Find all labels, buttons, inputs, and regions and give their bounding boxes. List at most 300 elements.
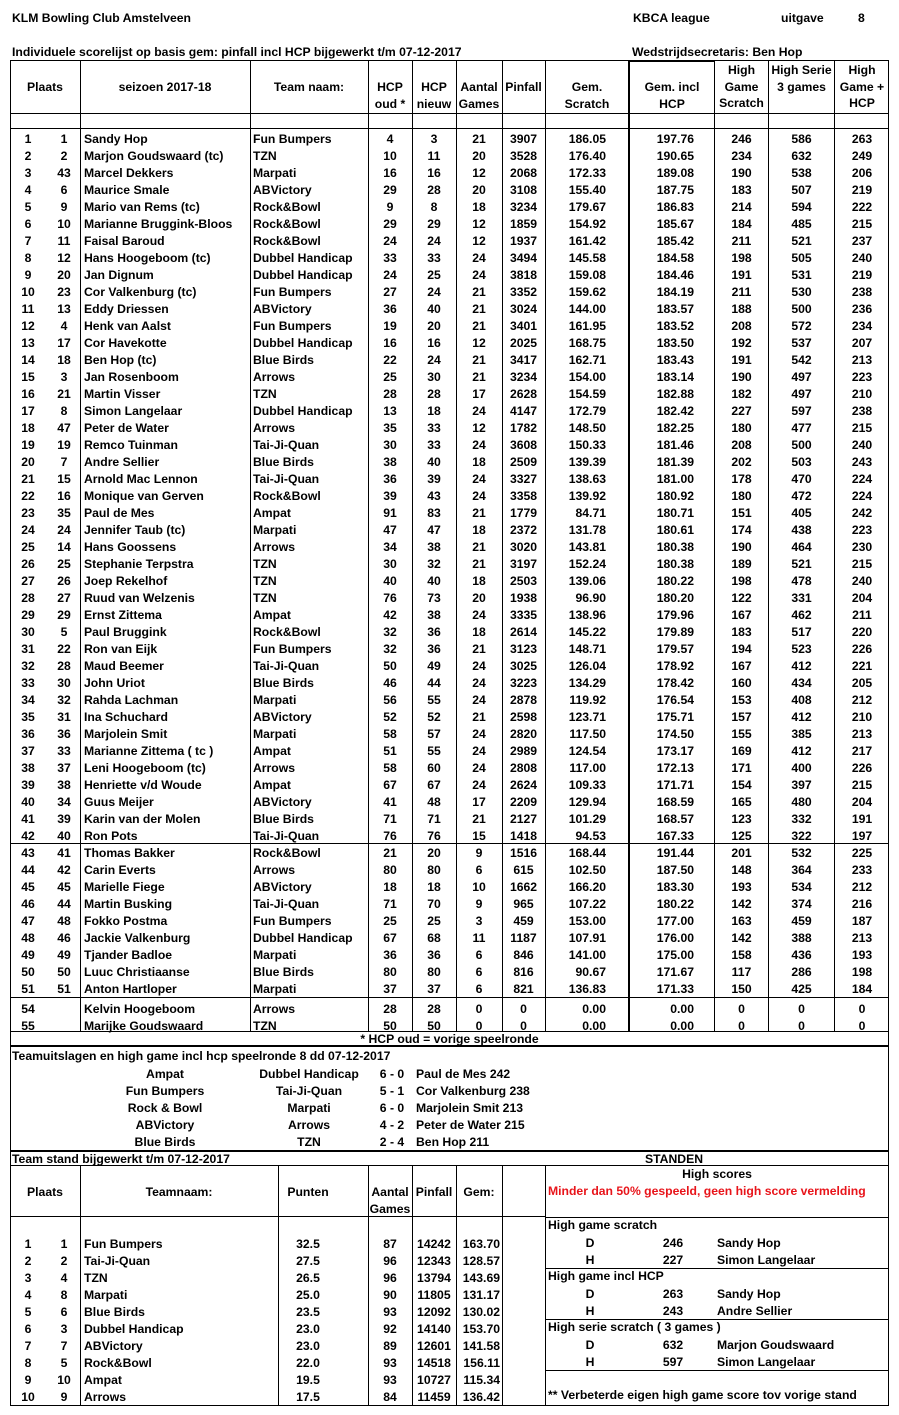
high-serie: 594: [791, 199, 812, 214]
high-serie: 478: [791, 573, 812, 588]
games: 24: [472, 777, 486, 792]
team-name: TZN: [253, 1018, 277, 1033]
pinfall: 3608: [509, 437, 538, 452]
games: 21: [472, 301, 486, 316]
games: 12: [472, 233, 486, 248]
pinfall: 2628: [509, 386, 538, 401]
avg-hcp: 167.33: [656, 828, 694, 843]
player-name: Maurice Smale: [84, 182, 170, 197]
team-name: Marpati: [84, 1287, 128, 1302]
avg-hcp: 180.38: [656, 556, 694, 571]
pinfall: 2820: [509, 726, 538, 741]
high-game-hcp: 219: [851, 182, 873, 197]
team-games: 90: [383, 1287, 397, 1302]
team-name: Fun Bumpers: [253, 641, 332, 656]
team-name: Marpati: [253, 947, 297, 962]
score: 263: [662, 1287, 684, 1301]
team-avg: 156.11: [463, 1355, 500, 1370]
rank: 2: [24, 148, 32, 163]
games: 20: [472, 182, 486, 197]
high-game-hcp: 225: [851, 845, 873, 860]
match-score: 6 - 0: [379, 1067, 405, 1081]
player-name: Henriette v/d Woude: [84, 777, 202, 792]
team-name: Fun Bumpers: [253, 318, 332, 333]
hcp-new: 57: [427, 726, 441, 741]
hcp-new: 39: [427, 471, 441, 486]
hcp-old: 39: [383, 488, 397, 503]
player-name: Marjon Goudswaard: [717, 1338, 835, 1352]
avg-scratch: 136.83: [568, 981, 606, 996]
hcp-old: 24: [383, 267, 397, 282]
avg-scratch: 155.40: [568, 182, 606, 197]
previous-rank: 42: [57, 862, 71, 877]
hcp-new: 32: [427, 556, 441, 571]
rank: 40: [21, 794, 35, 809]
gender: H: [585, 1304, 595, 1318]
avg-hcp: 186.83: [656, 199, 694, 214]
team-name: Fun Bumpers: [253, 131, 332, 146]
games: 18: [472, 199, 486, 214]
games: 6: [475, 981, 483, 996]
table-row: [0, 794, 899, 811]
high-game-hcp: 0: [858, 1001, 866, 1016]
rank: 20: [21, 454, 35, 469]
rank: 39: [21, 777, 35, 792]
table-row: [0, 148, 899, 165]
hcp-new: 33: [427, 420, 441, 435]
table-row: [0, 233, 899, 250]
team-name: Blue Birds: [253, 675, 314, 690]
highscore-row: [0, 1303, 899, 1320]
col-header-team: Team naam:: [273, 80, 345, 94]
team-name: Dubbel Handicap: [253, 403, 353, 418]
avg-scratch: 126.04: [568, 658, 606, 673]
pinfall: 1662: [509, 879, 538, 894]
games: 21: [472, 539, 486, 554]
previous-rank: 25: [57, 556, 71, 571]
avg-hcp: 168.57: [656, 811, 694, 826]
rank: 31: [21, 641, 35, 656]
pinfall: 821: [513, 981, 534, 996]
avg-hcp: 179.89: [656, 624, 694, 639]
high-game-hcp: 197: [851, 828, 873, 843]
team-avg: 115.34: [463, 1372, 500, 1387]
high-game-hcp: 234: [851, 318, 873, 333]
high-serie: 534: [791, 879, 812, 894]
games: 12: [472, 335, 486, 350]
high-serie: 412: [791, 709, 812, 724]
home-team: Ampat: [146, 1067, 184, 1081]
high-game-hcp: 243: [851, 454, 873, 469]
high-game-scratch: 178: [731, 471, 752, 486]
team-name: Arrows: [253, 539, 295, 554]
avg-scratch: 84.71: [575, 505, 606, 520]
team-name: ABVictory: [253, 794, 312, 809]
highscore-row: [0, 1252, 899, 1269]
avg-scratch: 154.00: [568, 369, 606, 384]
previous-rank: 16: [57, 488, 71, 503]
table-row: [0, 964, 899, 981]
previous-rank: 18: [57, 352, 71, 367]
table-row: [0, 403, 899, 420]
high-serie: 538: [791, 165, 812, 180]
player-name: Ben Hop (tc): [84, 352, 157, 367]
high-game-scratch: 182: [731, 386, 752, 401]
player-name: Hans Hoogeboom (tc): [84, 250, 211, 265]
hcp-new: 68: [427, 930, 441, 945]
avg-scratch: 145.58: [568, 250, 606, 265]
team-rank: 9: [24, 1372, 32, 1387]
player-name: Carin Everts: [84, 862, 156, 877]
hcp-new: 47: [427, 522, 441, 537]
hcp-old: 4: [386, 131, 394, 146]
player-name: Faisal Baroud: [84, 233, 165, 248]
high-serie: 505: [791, 250, 812, 265]
high-game-player: Cor Valkenburg 238: [416, 1084, 530, 1098]
games: 18: [472, 522, 486, 537]
hcp-new: 25: [427, 267, 441, 282]
high-game-hcp: 223: [851, 369, 873, 384]
previous-rank: 26: [57, 573, 71, 588]
team-avg: 153.70: [462, 1321, 500, 1336]
table-row: [0, 828, 899, 845]
rank: 27: [21, 573, 35, 588]
table-row: [0, 845, 899, 862]
team-points: 23.0: [296, 1338, 320, 1353]
high-serie: 517: [791, 624, 812, 639]
rank: 46: [21, 896, 35, 911]
high-serie: 507: [791, 182, 812, 197]
team-avg: 131.17: [462, 1287, 500, 1302]
rank: 10: [21, 284, 35, 299]
player-name: Thomas Bakker: [84, 845, 175, 860]
player-name: Jan Rosenboom: [84, 369, 179, 384]
hcp-new: 24: [427, 284, 441, 299]
team-points: 23.0: [296, 1321, 320, 1336]
col-header-pinfall: Pinfall: [505, 80, 542, 94]
high-game-hcp: 240: [851, 437, 873, 452]
games: 24: [472, 760, 486, 775]
team-previous-rank: 1: [60, 1236, 68, 1251]
pinfall: 3818: [509, 267, 538, 282]
avg-hcp: 181.39: [656, 454, 694, 469]
avg-hcp: 180.61: [656, 522, 694, 537]
games: 6: [475, 964, 483, 979]
previous-rank: 38: [57, 777, 71, 792]
high-game-hcp: 222: [851, 199, 873, 214]
hcp-old: 13: [383, 403, 397, 418]
player-name: Joep Rekelhof: [84, 573, 168, 588]
hcp-new: 36: [427, 641, 441, 656]
pinfall: 2808: [509, 760, 538, 775]
hcp-old: 32: [383, 624, 397, 639]
pinfall: 3108: [509, 182, 538, 197]
result-row: [0, 1100, 899, 1117]
hcp-old: 19: [383, 318, 397, 333]
high-serie: 397: [791, 777, 812, 792]
rank: 9: [24, 267, 32, 282]
team-name: Marpati: [253, 522, 297, 537]
games: 24: [472, 658, 486, 673]
player-name: Marianne Zittema ( tc ): [84, 743, 214, 758]
high-game-hcp: 237: [851, 233, 873, 248]
table-row: [0, 471, 899, 488]
high-serie: 286: [791, 964, 812, 979]
player-name: Rahda Lachman: [84, 692, 179, 707]
avg-scratch: 168.75: [568, 335, 606, 350]
avg-hcp: 190.65: [656, 148, 694, 163]
high-serie: 0: [798, 1018, 805, 1033]
high-game-scratch: 117: [731, 964, 752, 979]
team-rank: 7: [24, 1338, 32, 1353]
pinfall: 2127: [509, 811, 538, 826]
team-row: [0, 1321, 899, 1338]
high-game-scratch: 188: [731, 301, 752, 316]
gender: D: [585, 1236, 595, 1250]
high-serie: 0: [798, 1001, 805, 1016]
high-serie: 464: [791, 539, 812, 554]
high-game-hcp: 242: [851, 505, 873, 520]
pinfall: 2598: [509, 709, 538, 724]
match-score: 5 - 1: [379, 1084, 405, 1098]
team-name: ABVictory: [253, 709, 312, 724]
team-rank: 8: [24, 1355, 32, 1370]
high-serie: 500: [791, 301, 812, 316]
high-game-scratch: 227: [731, 403, 752, 418]
previous-rank: 15: [57, 471, 71, 486]
avg-scratch: 123.71: [568, 709, 606, 724]
home-team: Blue Birds: [134, 1135, 196, 1149]
avg-scratch: 159.62: [568, 284, 606, 299]
high-game-scratch: 194: [731, 641, 752, 656]
avg-scratch: 150.33: [568, 437, 606, 452]
hcp-old: 32: [383, 641, 397, 656]
pinfall: 2614: [509, 624, 538, 639]
high-game-scratch: 202: [731, 454, 752, 469]
avg-scratch: 94.53: [575, 828, 606, 843]
high-serie: 521: [791, 556, 812, 571]
avg-hcp: 180.71: [656, 505, 694, 520]
games: 9: [475, 896, 483, 911]
avg-hcp: 180.92: [656, 488, 694, 503]
player-name: Remco Tuinman: [84, 437, 178, 452]
highscore-section-title: High game incl HCP: [548, 1269, 664, 1283]
high-serie: 521: [791, 233, 812, 248]
team-name: Dubbel Handicap: [253, 930, 353, 945]
pinfall: 2624: [509, 777, 538, 792]
high-game-hcp: 240: [851, 573, 873, 588]
games: 17: [472, 794, 486, 809]
high-serie: 523: [791, 641, 812, 656]
games: 24: [472, 488, 486, 503]
high-game-scratch: 122: [731, 590, 752, 605]
hcp-old: 40: [383, 573, 397, 588]
high-serie: 332: [791, 811, 812, 826]
high-serie: 503: [791, 454, 812, 469]
team-games: 93: [383, 1355, 397, 1370]
high-game-hcp: 207: [851, 335, 873, 350]
league-label: KBCA league: [633, 11, 710, 25]
rank: 44: [21, 862, 35, 877]
high-game-scratch: 158: [731, 947, 752, 962]
rank: 33: [21, 675, 35, 690]
hcp-new: 67: [427, 777, 441, 792]
avg-scratch: 96.90: [575, 590, 606, 605]
team-pinfall: 11459: [417, 1389, 451, 1404]
hcp-old: 16: [383, 165, 397, 180]
team-name: Marpati: [253, 726, 297, 741]
avg-scratch: 145.22: [568, 624, 606, 639]
team-points: 19.5: [296, 1372, 320, 1387]
table-row: [0, 947, 899, 964]
page-subtitle: Individuele scorelijst op basis gem: pinfall incl HCP bijgewerkt t/m 07-12-2017: [12, 45, 462, 59]
avg-scratch: 172.79: [568, 403, 606, 418]
hcp-old: 18: [383, 879, 397, 894]
rank: 1: [24, 131, 32, 146]
table-row: [0, 539, 899, 556]
pinfall: 3223: [509, 675, 538, 690]
avg-scratch: 161.95: [568, 318, 606, 333]
highscore-section-divider: [545, 1370, 889, 1371]
hcp-old: 51: [383, 743, 397, 758]
hcp-old: 71: [383, 896, 397, 911]
rank: 50: [21, 964, 35, 979]
team-avg: 143.69: [462, 1270, 500, 1285]
high-game-hcp: 184: [851, 981, 873, 996]
highscore-row: [0, 1354, 899, 1371]
col-header-avg-hcp: Gem. incl HCP: [644, 80, 700, 111]
team-name: Rock&Bowl: [253, 199, 321, 214]
avg-scratch: 141.00: [568, 947, 606, 962]
team-name: Ampat: [84, 1372, 122, 1387]
team-avg: 130.02: [462, 1304, 500, 1319]
avg-hcp: 176.00: [656, 930, 694, 945]
table-row: [0, 420, 899, 437]
team-pinfall: 10727: [417, 1372, 451, 1387]
table-row: [0, 862, 899, 879]
avg-scratch: 148.50: [568, 420, 606, 435]
high-serie: 385: [791, 726, 812, 741]
col-header-hcp-old: HCP oud *: [374, 80, 406, 111]
player-name: Eddy Driessen: [84, 301, 169, 316]
score: 632: [662, 1338, 684, 1352]
previous-rank: 47: [57, 420, 71, 435]
team-name: Blue Birds: [253, 811, 314, 826]
avg-scratch: 139.39: [568, 454, 606, 469]
avg-hcp: 0.00: [670, 1001, 694, 1016]
high-game-player: Paul de Mes 242: [416, 1067, 511, 1081]
team-name: TZN: [253, 573, 277, 588]
previous-rank: 6: [60, 182, 68, 197]
high-serie: 572: [791, 318, 812, 333]
high-game-hcp: 224: [851, 488, 873, 503]
player-name: John Uriot: [84, 675, 145, 690]
table-row: [0, 743, 899, 760]
pinfall: 3352: [509, 284, 538, 299]
avg-scratch: 124.54: [568, 743, 606, 758]
previous-rank: 3: [60, 369, 68, 384]
high-game-scratch: 198: [731, 250, 752, 265]
previous-rank: 19: [57, 437, 71, 452]
games: 10: [472, 879, 486, 894]
hcp-old: 9: [386, 199, 394, 214]
table-row: [0, 624, 899, 641]
player-name: Leni Hoogeboom (tc): [84, 760, 206, 775]
avg-scratch: 176.40: [568, 148, 606, 163]
high-game-hcp: 238: [851, 403, 873, 418]
rank: 12: [21, 318, 35, 333]
team-name: Rock&Bowl: [84, 1355, 152, 1370]
team-games: 93: [383, 1372, 397, 1387]
previous-rank: 44: [57, 896, 71, 911]
high-game-scratch: 155: [731, 726, 752, 741]
hcp-new: 52: [427, 709, 441, 724]
high-game-scratch: 160: [731, 675, 752, 690]
pinfall: 4147: [509, 403, 538, 418]
team-name: Dubbel Handicap: [253, 335, 353, 350]
col-header-hcp-new: HCP nieuw: [416, 80, 452, 111]
table-row: [0, 675, 899, 692]
table-row: [0, 454, 899, 471]
pinfall: 1418: [509, 828, 538, 843]
table-row: [0, 301, 899, 318]
match-score: 2 - 4: [379, 1135, 405, 1149]
pinfall: 2068: [509, 165, 538, 180]
team-name: Fun Bumpers: [84, 1236, 163, 1251]
team-name: TZN: [253, 556, 277, 571]
table-row: [0, 607, 899, 624]
previous-rank: 41: [57, 845, 71, 860]
high-game-hcp: 263: [851, 131, 873, 146]
rank: 16: [21, 386, 35, 401]
team-header-games: Aantal Games: [369, 1185, 411, 1216]
high-serie: 462: [791, 607, 812, 622]
hcp-old: 58: [383, 726, 397, 741]
previous-rank: 24: [57, 522, 71, 537]
player-name: Marjolein Smit: [84, 726, 168, 741]
team-previous-rank: 4: [60, 1270, 68, 1285]
team-points: 25.0: [296, 1287, 320, 1302]
high-game-scratch: 163: [731, 913, 752, 928]
hcp-new: 55: [427, 743, 441, 758]
player-name: Simon Langelaar: [84, 403, 183, 418]
high-serie: 412: [791, 743, 812, 758]
previous-rank: 33: [57, 743, 71, 758]
avg-scratch: 161.42: [568, 233, 606, 248]
avg-scratch: 138.63: [568, 471, 606, 486]
games: 24: [472, 471, 486, 486]
team-points: 26.5: [296, 1270, 320, 1285]
high-serie: 537: [791, 335, 812, 350]
player-name: Martin Visser: [84, 386, 161, 401]
high-game-scratch: 150: [731, 981, 752, 996]
team-header-plaats: Plaats: [27, 1185, 63, 1199]
high-serie: 497: [791, 386, 812, 401]
avg-hcp: 179.96: [656, 607, 694, 622]
team-name: ABVictory: [84, 1338, 143, 1353]
table-row: [0, 335, 899, 352]
high-game-scratch: 190: [731, 539, 752, 554]
high-game-hcp: 213: [851, 352, 873, 367]
team-rank: 10: [21, 1389, 35, 1404]
avg-hcp: 171.71: [656, 777, 694, 792]
avg-scratch: 138.96: [568, 607, 606, 622]
team-name: Rock&Bowl: [253, 233, 321, 248]
avg-col-top: [628, 60, 715, 62]
previous-rank: 34: [57, 794, 71, 809]
rank: 18: [21, 420, 35, 435]
avg-scratch: 186.05: [568, 131, 606, 146]
